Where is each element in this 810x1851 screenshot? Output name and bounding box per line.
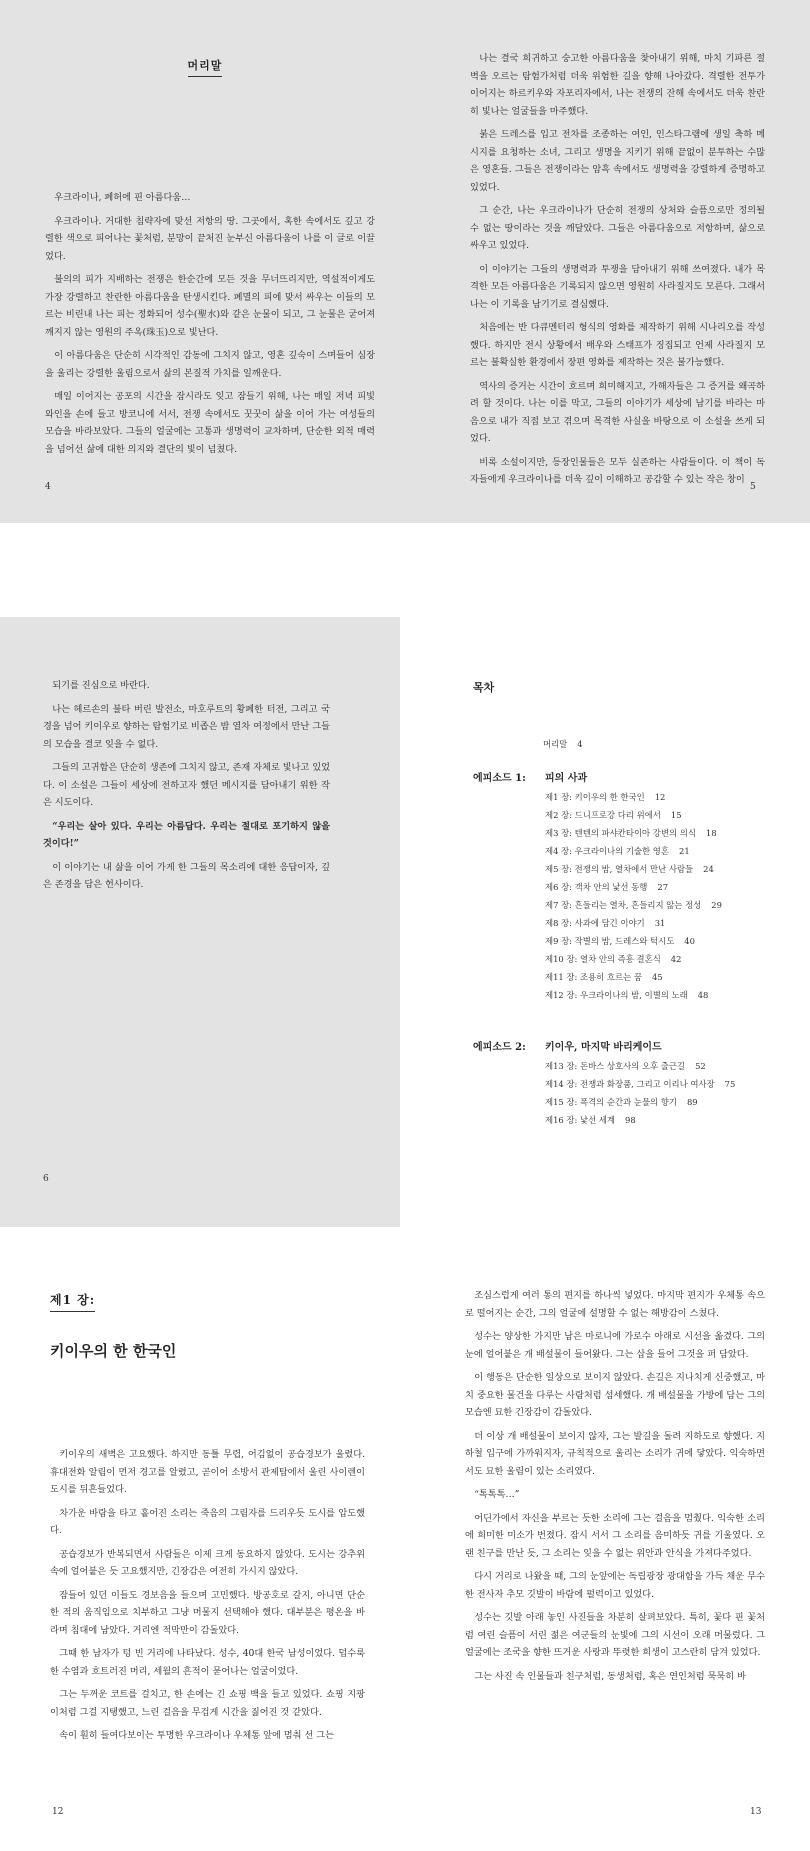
page-4	[0, 0, 405, 523]
toc-chapter	[545, 1093, 780, 1111]
toc-label: 제15 장: 폭격의 순간과 눈물의 향기	[545, 1097, 677, 1107]
paragraph: 우크라이나, 폐허에 핀 아름다움…	[54, 192, 191, 203]
toc-page: 21	[678, 846, 690, 856]
preface-body	[45, 189, 375, 458]
paragraph: 잠들어 있던 이들도 경보음을 들으며 고민했다. 방공호로 갈지, 아니면 단순한 적의 움직임으로 치부하고 그냥 머물지 선택해야 했다. 대부분은 평온을 바라며 침대에 남았다. 거리엔 적막만이 감돌았다.	[50, 1589, 365, 1636]
preface-body-end	[43, 677, 330, 894]
toc-page: 52	[695, 1061, 706, 1071]
toc-label: 제14 장: 전쟁과 화장품, 그리고 이리나 여사장	[545, 1079, 715, 1089]
paragraph: 매일 이어지는 공포의 시간을 잠시라도 잊고 잠들기 위해, 나는 매일 저녁 피빛 와인을 손에 들고 방코니에 서서, 전쟁 속에서도 꿋꿋이 삶을 이어 가는 여성들의 모습을 바라보았다. 그들의 얼굴에는 고통과 생명력이 교차하며, 단순한 외적 매력을 넘어선 삶에 대한 의지와 결단의 빛이 넘쳤다.	[45, 391, 375, 455]
toc-page: 18	[705, 828, 717, 838]
toc-page: 75	[724, 1079, 736, 1089]
quote: “우리는 살아 있다. 우리는 아름답다. 우리는 절대로 포기하지 않을 것이다!”	[43, 820, 330, 849]
page-number: 13	[750, 1807, 762, 1817]
toc-chapter	[545, 914, 780, 932]
paragraph: 이 아름다움은 단순히 시각적인 감동에 그치지 않고, 영혼 깊숙이 스며들어 심장을 울리는 강렬한 울림으로서 삶의 본질적 가치를 일깨운다.	[45, 350, 375, 379]
paragraph: 되기를 진심으로 바란다.	[52, 680, 150, 691]
paragraph: 처음에는 반 다큐멘터리 형식의 영화를 제작하기 위해 시나리오를 작성했다. 하지만 전시 상황에서 배우와 스태프가 징집되고 언제 사라질지 모르는 불확실한 환경에서 장편 영화를 제작하는 것은 불가능했다.	[470, 322, 765, 368]
paragraph: 그들의 고귀함은 단순히 생존에 그치지 않고, 존재 자체로 빛나고 있었다. 이 소설은 그들이 세상에 전하고자 했던 메시지를 담아내기 위한 작은 시도이다.	[43, 762, 330, 808]
toc-title: 목차	[473, 681, 495, 694]
toc-chapter	[545, 950, 780, 968]
toc-chapter	[545, 878, 780, 896]
chapter-title: 키이우의 한 한국인	[50, 1342, 177, 1360]
toc-page: 12	[654, 792, 666, 802]
paragraph: 이 이야기는 내 삶을 이어 가게 한 그들의 목소리에 대한 응답이자, 깊은 존경을 담은 헌사이다.	[43, 861, 330, 890]
table-of-contents	[400, 617, 810, 1227]
toc-label: 제4 장: 우크라이나의 기술한 영혼	[545, 846, 669, 856]
toc-label: 제16 장: 낯선 세계	[545, 1115, 616, 1125]
paragraph: 속이 훤히 들여다보이는 투명한 우크라이나 우체통 앞에 멈춰 선 그는	[59, 1730, 334, 1741]
episode-label: 에피소드 1:	[473, 773, 526, 784]
paragraph: 그때 한 남자가 텅 빈 거리에 나타났다. 성수, 40대 한국 남성이었다. 덥수룩한 수염과 흐트러진 머리, 세월의 흔적이 묻어나는 얼굴이었다.	[50, 1648, 365, 1677]
page-5	[405, 0, 810, 523]
paragraph: 어딘가에서 자신을 부르는 듯한 소리에 그는 걸음을 멈췄다. 익숙한 소리에 희미한 미소가 번졌다. 잠시 서서 그 소리를 음미하듯 귀를 기울였다. 오랜 친구를 만난 듯, 그 소리는 잊을 수 없는 위안과 안식을 가져다주었다.	[465, 1512, 765, 1559]
spread-preface	[0, 0, 810, 523]
toc-chapter	[545, 824, 780, 842]
toc-episode-1	[473, 769, 780, 784]
paragraph: 나는 헤르손의 불타 버린 발전소, 마호루트의 황폐한 터전, 그리고 국경을 넘어 키이우로 향하는 탐험기로 비좁은 밤 열차 여정에서 만난 그들의 모습을 결코 잊을 수 없다.	[43, 703, 330, 750]
page-12	[0, 1227, 405, 1851]
paragraph: “톡톡톡…”	[474, 1489, 520, 1500]
page-6	[0, 617, 400, 1227]
paragraph: 그 순간, 나는 우크라이나가 단순히 전쟁의 상처와 슬픔으로만 정의될 수 없는 땅이라는 것을 깨달았다. 그들은 아름다움으로 저항하며, 삶으로 싸우고 있었다.	[470, 205, 765, 251]
toc-page: 31	[654, 918, 666, 928]
chapter-list	[545, 788, 780, 1004]
toc-label: 제8 장: 사과에 담긴 이야기	[545, 918, 645, 928]
paragraph: 그는 두꺼운 코트를 걸치고, 한 손에는 긴 쇼핑 백을 들고 있었다. 쇼핑 지팡이처럼 그걸 지탱했고, 느린 걸음을 무겁게 시간을 짊어진 것 같았다.	[50, 1689, 365, 1718]
page-number: 6	[43, 1174, 49, 1184]
episode-title: 키이우, 마지막 바리케이드	[545, 1042, 662, 1053]
paragraph: 성수는 양상한 가지만 남은 마로니에 가로수 아래로 시선을 옮겼다. 그의 눈에 얼어붙은 개 배설물이 들어왔다. 그는 삽을 들어 그것을 퍼 담았다.	[465, 1331, 765, 1360]
toc-page: 45	[651, 972, 663, 982]
paragraph: 붉은 드레스를 입고 전차를 조종하는 여인, 인스타그램에 생일 축하 메시지를 요청하는 소녀, 그리고 생명을 지키기 위해 끝없이 분투하는 수많은 영혼들. 그들은 전쟁이라는 암흑 속에서도 생명력을 강렬하게 증명하고 있었다.	[470, 129, 765, 193]
page-number: 4	[45, 482, 51, 492]
toc-page: 42	[670, 954, 682, 964]
toc-label: 머리말	[543, 739, 568, 749]
paragraph: 역사의 증거는 시간이 흐르며 희미해지고, 가해자들은 그 증거를 왜곡하려 할 것이다. 나는 이를 막고, 그들의 이야기가 세상에 남기를 바라는 마음으로 내가 직접 보고 겪으며 목격한 사실을 바탕으로 이 소설을 쓰게 되었다.	[470, 380, 765, 444]
page-number: 5	[750, 482, 756, 492]
page-title: 머리말	[188, 57, 223, 77]
paragraph: 더 이상 개 배설물이 보이지 않자, 그는 발길을 돌려 지하도로 향했다. 지하철 입구에 가까워지자, 규칙적으로 울리는 소리가 귀에 닿았다. 익숙하면서도 묘한 울림이 있는 소리였다.	[465, 1430, 765, 1477]
toc-chapter	[545, 932, 780, 950]
toc-label: 제10 장: 열차 안의 즉흥 결혼식	[545, 954, 661, 964]
chapter-list	[545, 1057, 780, 1129]
toc-page: 24	[703, 864, 714, 874]
paragraph: 공습경보가 반복되면서 사람들은 이제 크게 동요하지 않았다. 도시는 강추위 속에 얼어붙은 듯 고요했지만, 긴장감은 여전히 가시지 않았다.	[50, 1548, 365, 1577]
toc-label: 제1 장: 키이우의 한 한국인	[545, 792, 645, 802]
toc-chapter	[545, 968, 780, 986]
toc-chapter	[545, 896, 780, 914]
toc-chapter	[545, 806, 780, 824]
toc-chapter	[545, 788, 780, 806]
toc-page: 98	[625, 1115, 636, 1125]
toc-episode-2	[473, 1038, 780, 1053]
preface-body-continued	[470, 50, 765, 489]
chapter-label: 제1 장:	[50, 1291, 95, 1312]
toc-chapter	[545, 986, 780, 1004]
toc-label: 제7 장: 흔들리는 열차, 흔들리지 않는 정성	[545, 900, 702, 910]
paragraph: 불의의 피가 지배하는 전쟁은 한순간에 모든 것을 무너뜨리지만, 역설적이게도 가장 강렬하고 찬란한 아름다움을 탄생시킨다. 폐멸의 피에 맞서 싸우는 이들의 모르는 비린내 나는 피는 정화되어 성수(聖水)와 같은 눈물이 되고, 그 눈물은 굳어져 깨지지 않는 영원의 주옥(珠玉)으로 빛난다.	[45, 274, 375, 338]
paragraph: 조심스럽게 여러 통의 편지를 하나씩 넣었다. 마지막 편지가 우체통 속으로 떨어지는 순간, 그의 얼굴에 설명할 수 없는 해방감이 스쳤다.	[465, 1290, 765, 1319]
toc-preface	[543, 735, 780, 753]
spread-toc	[0, 617, 810, 1227]
page-13	[405, 1227, 810, 1851]
toc-label: 제9 장: 작별의 밤, 드레스와 턱시도	[545, 936, 675, 946]
toc-label: 제6 장: 객차 안의 낯선 동행	[545, 882, 648, 892]
toc-page: 89	[686, 1097, 698, 1107]
toc-page: 4	[577, 739, 583, 749]
toc-page: 29	[711, 900, 722, 910]
toc-page: 48	[697, 990, 709, 1000]
paragraph: 성수는 깃발 아래 놓인 사진들을 차분히 살펴보았다. 특히, 꽃다 핀 꽃처럼 여린 슬픔이 서린 젊은 여군들의 눈빛에 그의 시선이 오래 머물렀다. 그 얼굴에는 조국을 향한 뜨거운 사랑과 뚜렷한 희생이 고스란히 담겨 있었다.	[465, 1612, 765, 1658]
chapter-body	[50, 1446, 365, 1745]
toc-chapter	[545, 860, 780, 878]
toc-label: 제13 장: 돈바스 상호사의 오후 출근길	[545, 1061, 686, 1071]
toc-chapter	[545, 1111, 780, 1129]
paragraph: 비록 소설이지만, 등장인물들은 모두 실존하는 사람들이다. 이 책이 독자들에게 우크라이나를 더욱 깊이 이해하고 공감할 수 있는 작은 창이	[470, 456, 765, 485]
toc-label: 제2 장: 드니프로강 다리 위에서	[545, 810, 661, 820]
toc-chapter	[545, 1075, 780, 1093]
toc-page: 40	[684, 936, 695, 946]
paragraph: 우크라이나. 거대한 침략자에 맞선 저항의 땅. 그곳에서, 혹한 속에서도 깊고 강렬한 색으로 피어나는 꽃처럼, 분망이 끝처진 눈부신 아름다움이 나를 이 글로 이끌었다.	[45, 215, 375, 262]
toc-label: 제12 장: 우크라이나의 밤, 이별의 노래	[545, 990, 688, 1000]
chapter-body-continued	[465, 1287, 765, 1685]
paragraph: 그는 사진 속 인물들과 친구처럼, 동생처럼, 혹은 연인처럼 묵묵히 바	[474, 1670, 746, 1682]
paragraph: 차가운 바람을 타고 흩어진 소리는 죽음의 그림자를 드리우듯 도시를 압도했다.	[50, 1507, 365, 1536]
toc-page: 27	[657, 882, 669, 892]
paragraph: 이 행동은 단순한 일상으로 보이지 않았다. 손길은 지나치게 신중했고, 마치 중요한 물건을 다루는 사람처럼 섬세했다. 개 배설물을 가방에 담는 그의 모습엔 묘한 긴장감이 감돌았다.	[465, 1372, 765, 1418]
toc-label: 제5 장: 전쟁의 밤, 열차에서 만난 사람들	[545, 864, 694, 874]
toc-chapter	[545, 842, 780, 860]
page-number: 12	[52, 1807, 64, 1817]
paragraph: 이 이야기는 그들의 생명력과 투쟁을 담아내기 위해 쓰여졌다. 내가 목격한 모든 아름다움은 기록되지 않으면 영원히 사라질지도 모른다. 그래서 나는 이 기록을 남기기로 결심했다.	[470, 263, 765, 310]
toc-page: 15	[670, 810, 682, 820]
paragraph: 키이우의 새벽은 고요했다. 하지만 동틀 무렵, 어김없이 공습경보가 울렸다. 휴대전화 알림이 먼저 경고를 알렸고, 곧이어 소방서 관제탑에서 울린 사이렌이 도시를 뒤흔들었다.	[50, 1449, 365, 1495]
episode-title: 피의 사과	[545, 773, 588, 784]
episode-label: 에피소드 2:	[473, 1042, 526, 1053]
toc-chapter	[545, 1057, 780, 1075]
spread-chapter-1	[0, 1227, 810, 1851]
paragraph: 나는 결국 희귀하고 숭고한 아름다움을 찾아내기 위해, 마치 기파른 절벽을 오르는 탐험가처럼 더욱 위험한 길을 향해 나아갔다. 격렬한 전투가 이어지는 하르키우와 자포리자에서, 나는 전쟁의 잔해 속에서도 더욱 찬란히 빛나는 얼굴들을 마주했다.	[470, 53, 765, 117]
paragraph: 다시 거리로 나왔을 때, 그의 눈앞에는 독립광장 광대함을 가득 채운 무수한 전사자 추모 깃발이 바람에 펄럭이고 있었다.	[465, 1571, 765, 1600]
toc-label: 제11 장: 조용히 흐르는 꿈	[545, 972, 642, 982]
toc-label: 제3 장: 텐텐의 파샤칸타이아 강변의 의식	[545, 828, 696, 838]
